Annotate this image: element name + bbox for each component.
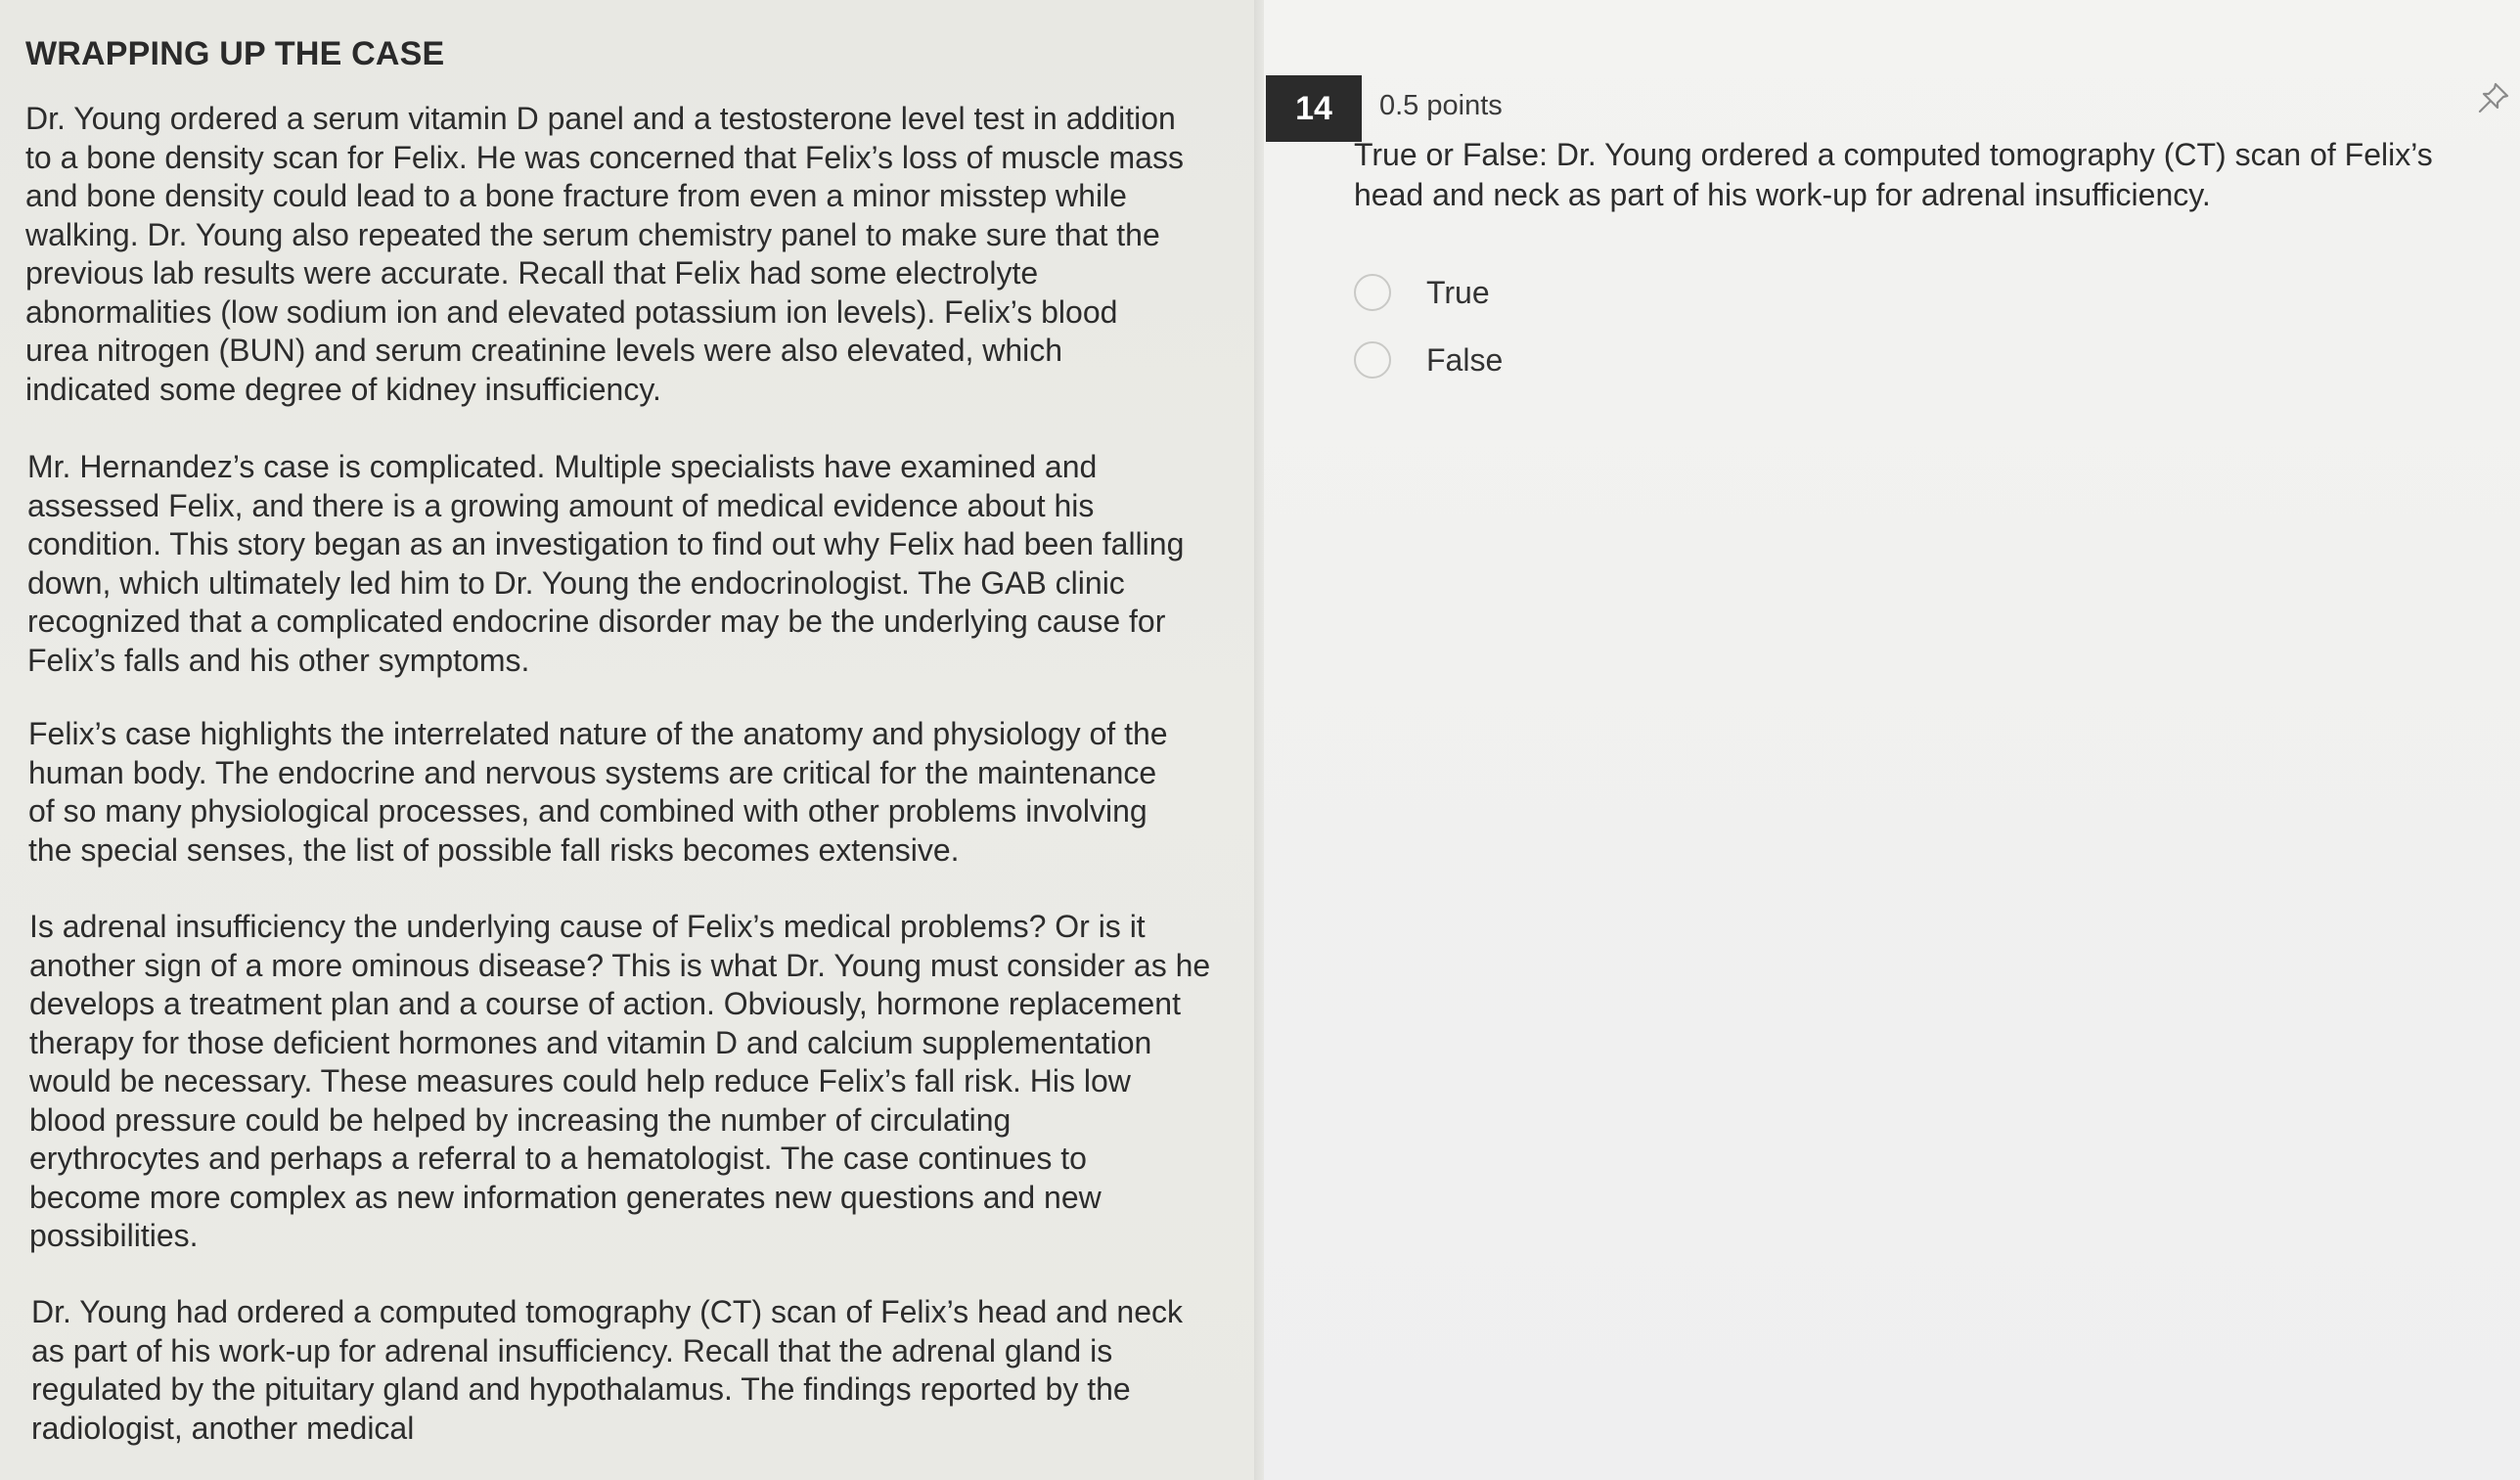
case-paragraph: Felix’s case highlights the interrelated nature of the anatomy and physiology of the human body. The endocrine and nervous systems are critical for the maintenance of so many physiological processes, and combined with other problems involving the special senses, the list of possible fall risks becomes extensive.: [28, 716, 1168, 868]
case-paragraph: Mr. Hernandez’s case is complicated. Multiple specialists have examined and assessed Felix, and there is a growing amount of medical evidence about his condition. This story began as an investigation to find out why Felix had been falling down, which ultimately led him to Dr. Young the endocrinologist. The GAB clinic recognized that a complicated endocrine disorder may be the underlying cause for Felix’s falls and his other symptoms.: [27, 449, 1185, 678]
case-paragraph: Is adrenal insufficiency the underlying cause of Felix’s medical problems? Or is it another sign of a more ominous disease? This is what Dr. Young must consider as he develops a treatment plan and a course of action. Obviously, hormone replacement therapy for those deficient hormones and vitamin D and calcium supplementation would be necessary. These measures could help reduce Felix’s fall risk. His low blood pressure could be helped by increasing the number of circulating erythrocytes and perhaps a referral to a hematologist. The case continues to become more complex as new information generates new questions and new possibilities.: [29, 909, 1211, 1253]
radio-button-false[interactable]: [1354, 341, 1391, 379]
case-paragraph: Dr. Young had ordered a computed tomography (CT) scan of Felix’s head and neck as part of his work-up for adrenal insufficiency. Recall that the adrenal gland is regulated by the pituitary gland and hypothalamus. The findings reported by the radiologist, another medical: [31, 1294, 1183, 1446]
question-number-badge: 14: [1266, 75, 1362, 142]
question-points: 0.5 points: [1379, 90, 1503, 121]
question-prompt: True or False: Dr. Young ordered a computed tomography (CT) scan of Felix’s head and neck as part of his work-up for adrenal insufficiency.: [1354, 137, 2433, 212]
question-panel: [1264, 0, 2520, 1480]
case-study-panel: [0, 0, 1254, 1480]
answer-option-false[interactable]: [1354, 341, 1503, 379]
answer-option-label: True: [1426, 274, 1490, 310]
case-section-title: WRAPPING UP THE CASE: [25, 35, 445, 72]
case-paragraph: Dr. Young ordered a serum vitamin D panel and a testosterone level test in addition to a bone density scan for Felix. He was concerned that Felix’s loss of muscle mass and bone density could lead to a bone fracture from even a minor misstep while walking. Dr. Young also repeated the serum chemistry panel to make sure that the previous lab results were accurate. Recall that Felix had some electrolyte abnormalities (low sodium ion and elevated potassium ion levels). Felix’s blood urea nitrogen (BUN) and serum creatinine levels were also elevated, which indicated some degree of kidney insufficiency.: [25, 101, 1184, 407]
answer-option-label: False: [1426, 341, 1504, 378]
panel-divider[interactable]: [1254, 0, 1264, 1480]
pin-icon[interactable]: [2476, 80, 2511, 115]
radio-button-true[interactable]: [1354, 274, 1391, 311]
answer-option-true[interactable]: [1354, 274, 1490, 311]
